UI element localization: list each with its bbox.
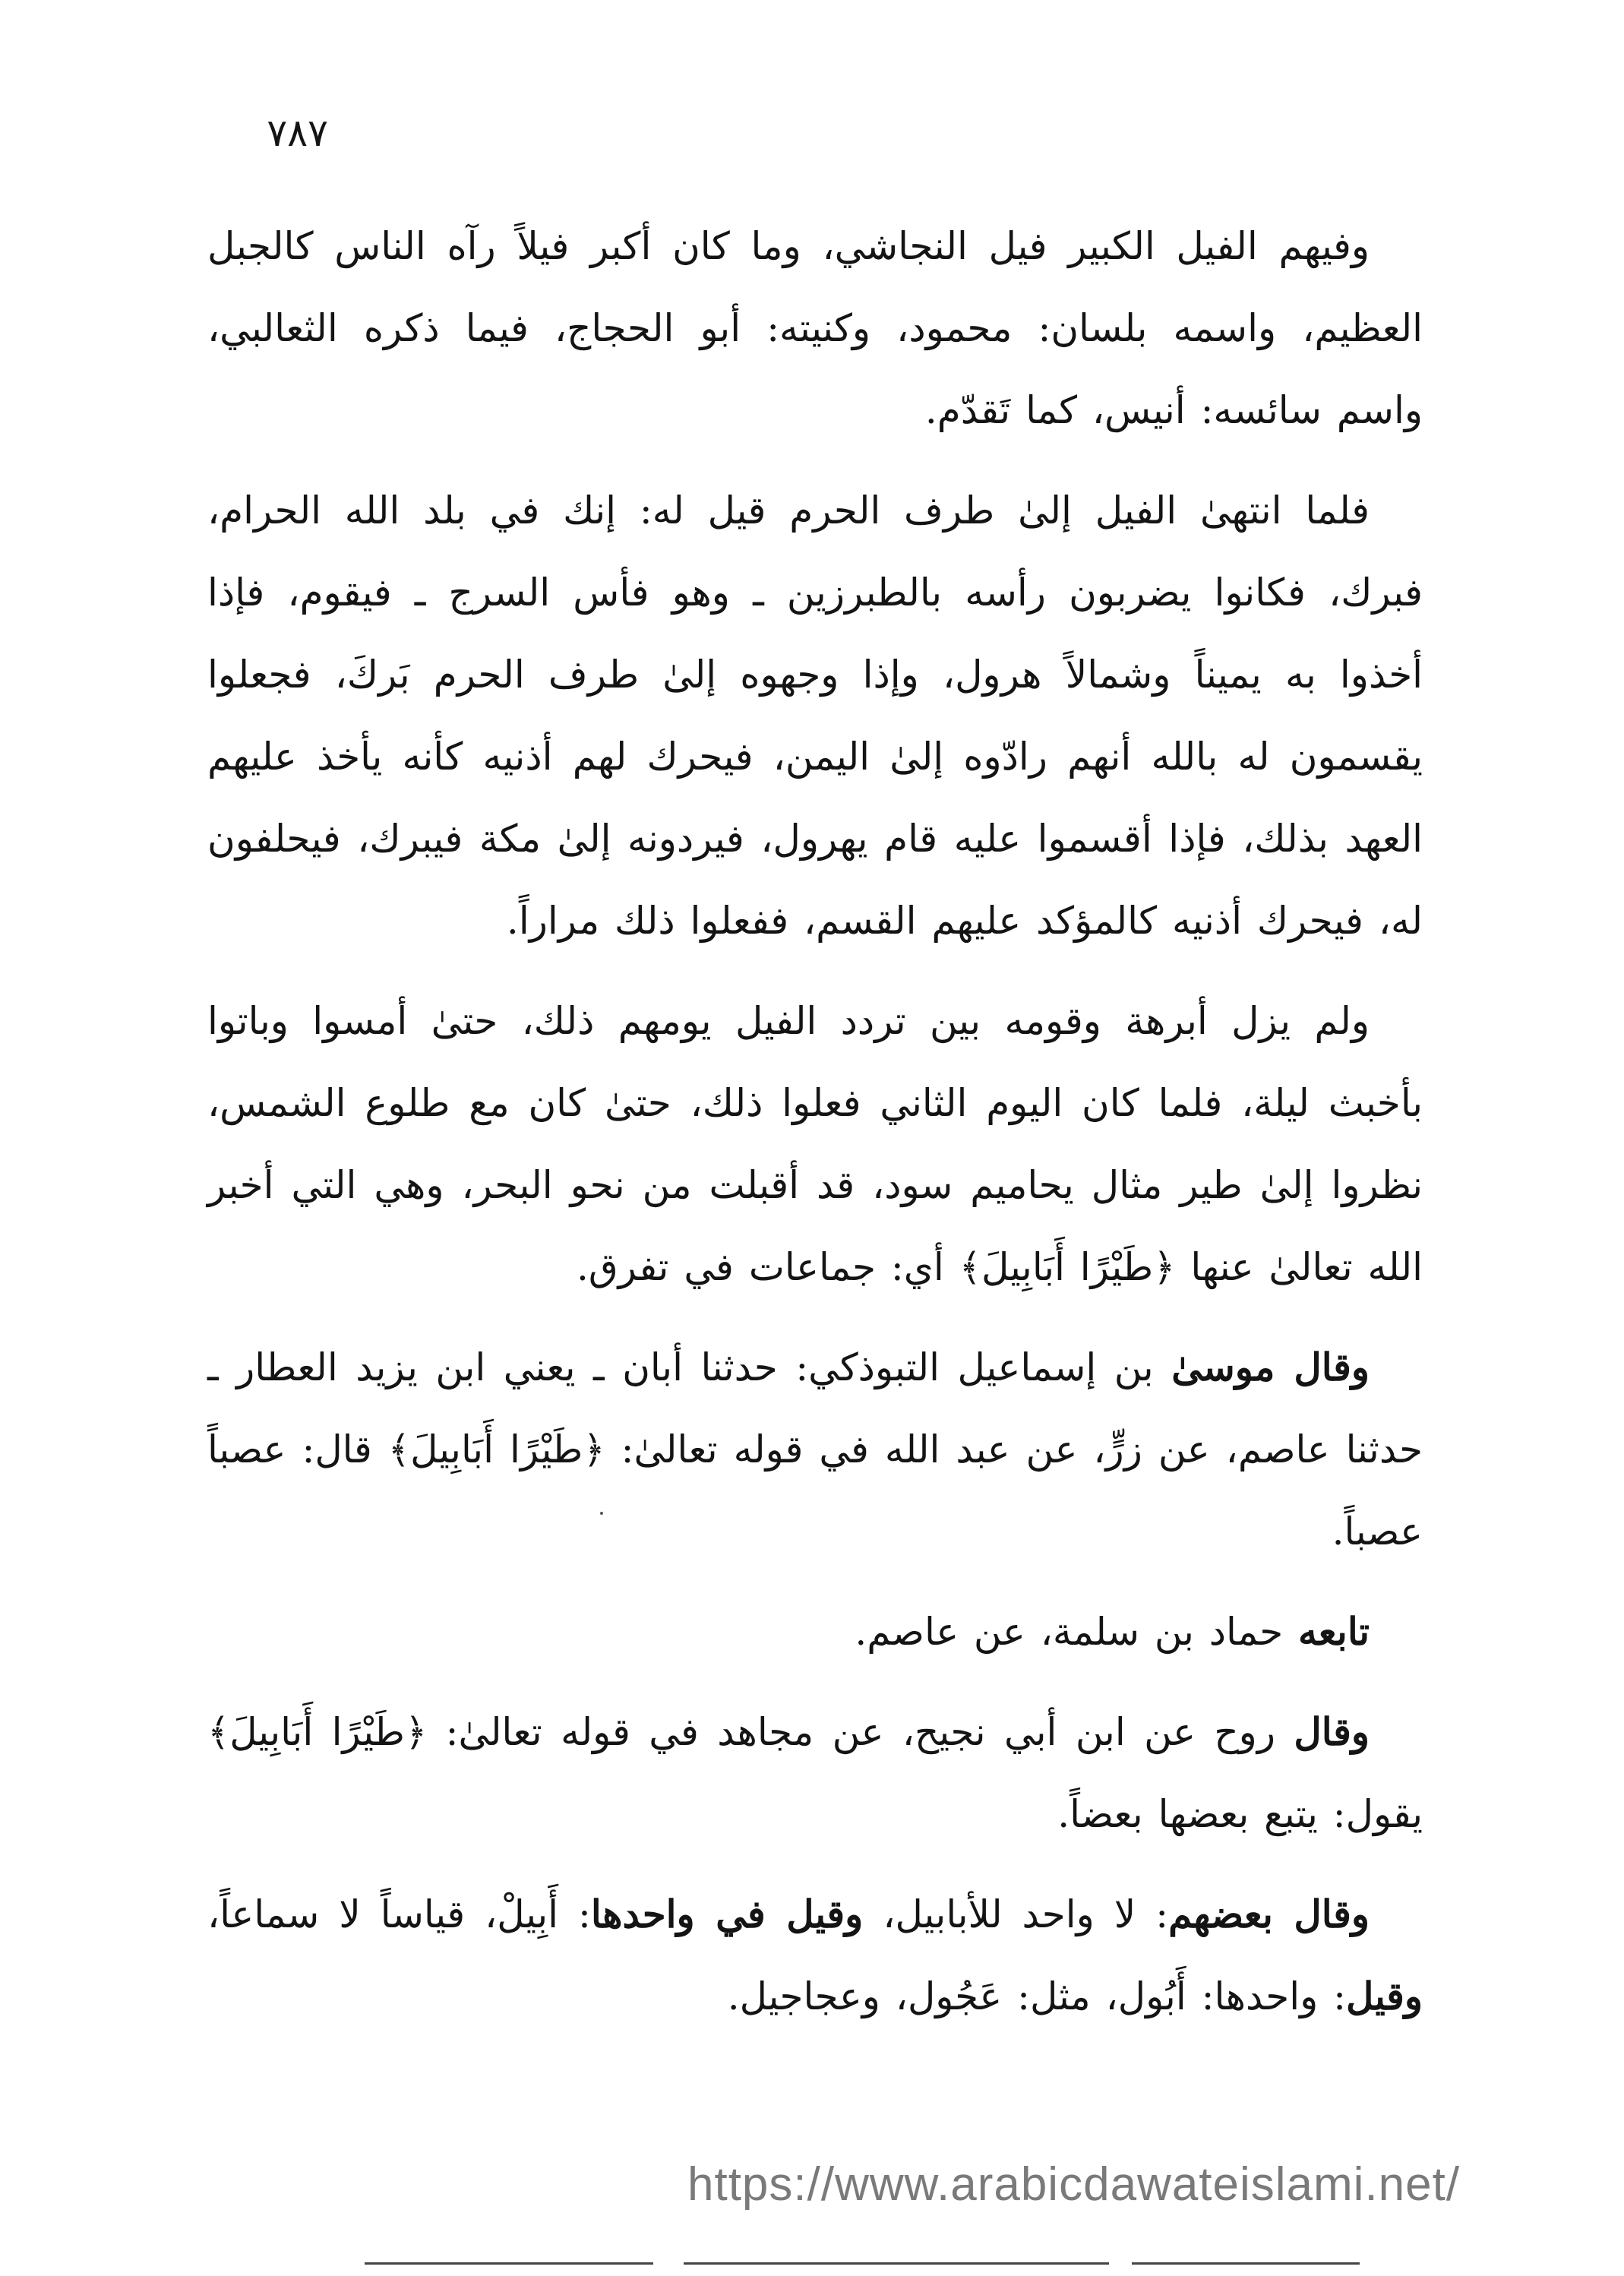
main-text — [207, 205, 1423, 2056]
paragraph-text: وفيهم الفيل الكبير فيل النجاشي، وما كان أكبر فيلاً رآه الناس كالجبل العظيم، واسمه بلسان: محمود، وكنيته: أبو الحجاج، فيما ذكره الثعالبي، واسم سائسه: أنيس، كما تَقدّم. — [207, 224, 1423, 432]
narrator-lead: تابعه — [1298, 1609, 1370, 1654]
paragraph-text: بن إسماعيل التبوذكي: حدثنا أبان ـ يعني ابن يزيد العطار ـ حدثنا عاصم، عن زرٍّ، عن عبد الله في قوله تعالىٰ: ﴿طَيْرًا أَبَابِيلَ﴾ قال: عصباً عصباً. — [207, 1345, 1423, 1554]
paragraph — [207, 1691, 1423, 1855]
narrator-lead: وقال موسىٰ — [1171, 1345, 1370, 1389]
narrator-lead: وقال بعضهم — [1168, 1892, 1370, 1936]
narrator-lead: وقيل — [1345, 1974, 1423, 2018]
narrator-lead: وقيل في واحدها — [590, 1892, 864, 1936]
paragraph-text: : واحدها: أَبُول، مثل: عَجُول، وعجاجيل. — [727, 1974, 1346, 2018]
paragraph-text: روح عن ابن أبي نجيح، عن مجاهد في قوله تعالىٰ: ﴿طَيْرًا أَبَابِيلَ﴾ يقول: يتبع بعضها بعضاً. — [207, 1710, 1423, 1836]
paragraph-text: : لا واحد للأبابيل، — [863, 1892, 1169, 1936]
paragraph — [207, 1873, 1423, 2037]
scan-edge-line — [684, 2262, 1109, 2265]
paragraph — [207, 205, 1423, 451]
paragraph-text: فلما انتهىٰ الفيل إلىٰ طرف الحرم قيل له: إنك في بلد الله الحرام، فبرك، فكانوا يضربون رأسه بالطبرزين ـ وهو فأس السرج ـ فيقوم، فإذا أخذوا به يميناً وشمالاً هرول، وإذا وجهوه إلىٰ طرف الحرم بَركَ، فجعلوا يقسمون له بالله أنهم رادّوه إلىٰ اليمن، فيحرك لهم أذنيه كأنه يأخذ عليهم العهد بذلك، فإذا أقسموا عليه قام يهرول، فيردونه إلىٰ مكة فيبرك، فيحلفون له، فيحرك أذنيه كالمؤكد عليهم القسم، ففعلوا ذلك مراراً. — [207, 488, 1423, 943]
paragraph — [207, 1326, 1423, 1573]
paragraph — [207, 980, 1423, 1308]
paragraph-text: حماد بن سلمة، عن عاصم. — [855, 1610, 1298, 1654]
paragraph — [207, 469, 1423, 962]
narrator-lead: وقال — [1294, 1709, 1370, 1754]
paragraph-text: ولم يزل أبرهة وقومه بين تردد الفيل يومهم ذلك، حتىٰ أمسوا وباتوا بأخبث ليلة، فلما كان اليوم الثاني فعلوا ذلك، حتىٰ كان مع طلوع الشمس، نظروا إلىٰ طير مثال يحاميم سود، قد أقبلت من نحو البحر، وهي التي أخبر الله تعالىٰ عنها ﴿طَيْرًا أَبَابِيلَ﴾ أي: جماعات في تفرق. — [207, 999, 1423, 1289]
paragraph-text: : أَبِيلْ، قياساً لا سماعاً، — [207, 1892, 591, 1936]
page-number: ٧٨٧ — [267, 111, 328, 155]
scan-edge-line — [365, 2262, 653, 2265]
watermark-link[interactable]: https://www.arabicdawateislami.net/ — [687, 2158, 1461, 2211]
scan-speck — [600, 1512, 603, 1515]
paragraph — [207, 1591, 1423, 1673]
scan-edge-line — [1132, 2262, 1360, 2265]
